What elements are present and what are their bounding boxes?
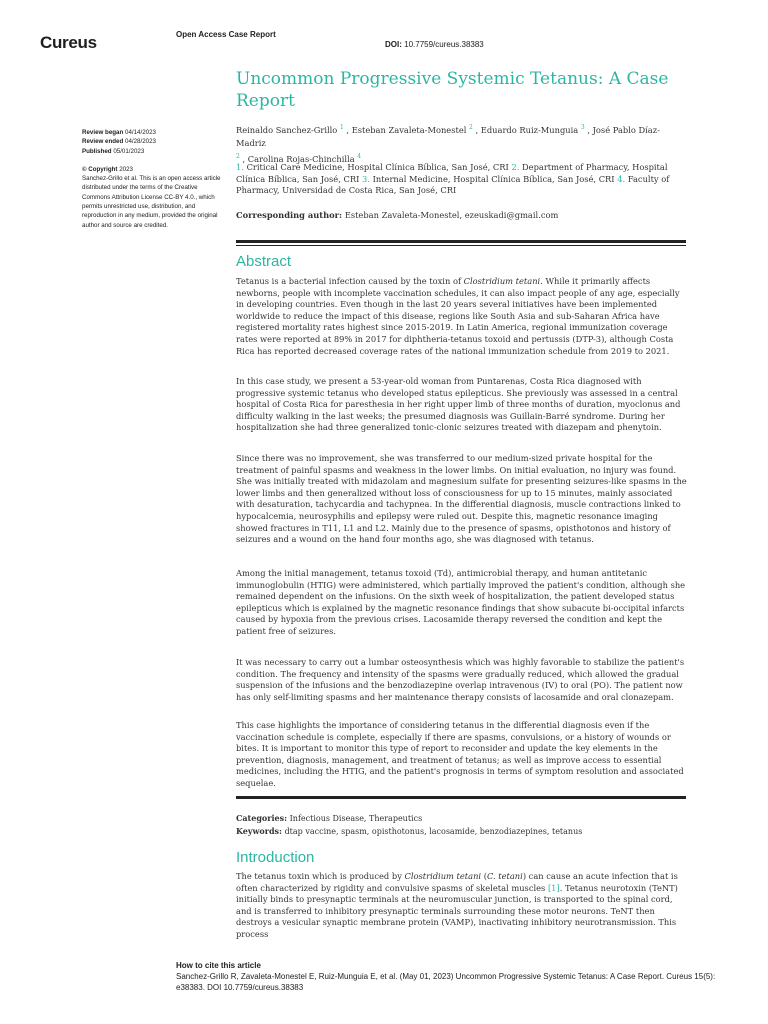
affiliations [236, 162, 688, 197]
journal-logo: Cureus [40, 33, 97, 52]
copyright-year: 2023 [119, 165, 133, 173]
author-affiliation-mark: 3 [580, 124, 585, 131]
keywords-value[interactable]: dtap vaccine, spasm, opisthotonus, lacosamide, benzodiazepines, tetanus [284, 827, 583, 836]
review-began-date: 04/14/2023 [125, 129, 156, 136]
categories-label: Categories: [236, 813, 288, 823]
copyright-label: © Copyright [82, 165, 118, 173]
author-name[interactable]: José Pablo Díaz-Madriz [236, 124, 660, 148]
corresponding-label: Corresponding author: [236, 210, 343, 220]
abstract-paragraph: Among the initial management, tetanus toxoid (Td), antimicrobial therapy, and human antitetanic immunoglobulin (HTIG) were administered, which partially improved the patient's condition, although she remained dependent on the infusions. On the sixth week of hospitalization, the patient developed status epilepticus which is explained by the magnetic resonance findings that show subacute bi-occipital infarcts caused by hypoxia from the previous crises. Lacosamide therapy reversed the condition and kept the patient free of seizures. [236, 568, 686, 636]
author-affiliation-mark: 4 [357, 152, 362, 160]
affiliation-number: 2. [511, 162, 520, 172]
doi-label: DOI: [385, 40, 402, 49]
affiliation-number: 1. [236, 162, 244, 172]
review-ended-date: 04/28/2023 [125, 138, 156, 146]
citation-text: Sanchez-Grillo R, Zavaleta-Monestel E, Ruiz-Munguia E, et al. (May 01, 2023) Uncommon Progressive Systemic Tetanus: A Case Report. Cureus 15(5): e38383. DOI 10.7759/cureus.38383 [176, 972, 716, 992]
abstract-paragraph: It was necessary to carry out a lumbar osteosynthesis which was highly favorable to stabilize the patient's condition. The frequency and intensity of the spasms were gradually reduced, which allowed the gradual suspension of the infusions and the benzodiazepine overlap intravenous (IV) to oral (PO). The patient now has only self-limiting spasms and her maintenance therapy consists of lacosamide and oral clonazepam. [236, 657, 685, 702]
publication-sidebar [82, 128, 222, 230]
author-name[interactable]: Reinaldo Sanchez-Grillo [236, 124, 338, 135]
published-label: Published [82, 147, 112, 155]
keywords-label: Keywords: [236, 826, 283, 836]
affiliation-number: 4. [617, 173, 626, 184]
affiliation-number: 3. [362, 173, 370, 184]
section-divider [236, 240, 686, 243]
article-type: Open Access Case Report [176, 30, 276, 39]
affiliation-text: Critical Care Medicine, Hospital Clínica Bíblica, San José, CRI [246, 162, 509, 172]
license-text: Sanchez-Grillo et al. This is an open access article distributed under the terms of the Creative Commons Attribution License CC-BY 4.0., which permits unrestricted use, distribution, and reproduction in any medium, provided the original author and source are credited. [82, 175, 221, 229]
abstract-paragraph: This case highlights the importance of considering tetanus in the differential diagnosis even if the vaccination schedule is complete, especially if there are spasms, convulsions, or a history of wounds or bites. It is important to monitor this type of report to reconsider and update the key elements in the prevention, diagnosis, management, and treatment of tetanus; as well as improve access to essential medicines, including the HTIG, and the patient's prognosis in terms of symptom resolution and associated sequelae. [236, 720, 684, 788]
review-ended-label: Review ended [82, 138, 124, 146]
article-title: Uncommon Progressive Systemic Tetanus: A Case Report [236, 69, 669, 111]
doi-value[interactable]: 10.7759/cureus.38383 [404, 40, 484, 49]
introduction-paragraph: The tetanus toxin which is produced by Clostridium tetani (C. tetani) can cause an acute infection that is often characterized by rigidity and convulsive spasms of skeletal muscles [1]. Tetanus neurotoxin (TeNT) initially binds to presynaptic terminals at the neuromuscular junction, is transported to the spinal cord, and is transferred to inhibitory presynaptic terminals surrounding these motor neurons. TeNT then destroys a vesicular synaptic membrane protein (VAMP), inactivating inhibitory neurotransmission. This process [236, 871, 678, 939]
introduction-heading: Introduction [236, 849, 315, 866]
section-divider [236, 796, 686, 799]
author-name[interactable]: Esteban Zavaleta-Monestel [351, 124, 467, 135]
author-affiliation-mark: 2 [469, 124, 473, 131]
author-affiliation-mark: 2 [236, 152, 240, 160]
author-list: Reinaldo Sanchez-Grillo $^1$ , Esteban Zavaleta-Monestel $^2$ , Eduardo Ruiz-Munguia $^3$ , José Pablo Díaz-Madriz $^2$ , Carolina Rojas-Chinchilla $^4$ [236, 124, 660, 164]
abstract-paragraph: In this case study, we present a 53-year-old woman from Puntarenas, Costa Rica diagnosed with progressive systemic tetanus who developed status epilepticus. She previously was assessed in a central hospital of Costa Rica for paresthesia in her right upper limb of three months of duration, myoclonus and difficulty walking in the last weeks; the presumed diagnosis was Guillain-Barré syndrome. During her hospitalization she had three generalized tonic-clonic seizures treated with diazepam and phenytoin. [236, 376, 681, 433]
author-affiliation-mark: 1 [339, 124, 344, 131]
corresponding-contact[interactable]: Esteban Zavaleta-Monestel, ezeuskadi@gmail.com [344, 210, 559, 220]
abstract-paragraph: Since there was no improvement, she was transferred to our medium-sized private hospital for the treatment of painful spasms and weakness in the lower limbs. On initial evaluation, no injury was found. She was initially treated with midazolam and magnesium sulfate for presenting seizures-like spasms in the lower limbs and then generalized without loss of consciousness for up to 15 minutes, mainly associated with desaturation, tachycardia and tachypnea. In the differential diagnosis, muscle contractions linked to hypocalcemia, neurosyphilis and epilepsy were ruled out. Despite this, magnetic resonance imaging showed fractures in T11, L1 and L2. Mainly due to the presence of spasms, opisthotonos and history of seizures and a wound on the hand four months ago, she was diagnosed with tetanus. [236, 453, 687, 545]
author-name[interactable]: Eduardo Ruiz-Munguia [480, 124, 579, 135]
categories-value[interactable]: Infectious Disease, Therapeutics [289, 814, 423, 823]
abstract-heading: Abstract [236, 253, 292, 270]
categories-keywords [236, 812, 688, 838]
reference-link[interactable]: [1] [547, 882, 560, 893]
citation-heading: How to cite this article [176, 961, 261, 970]
affiliation-text: Internal Medicine, Hospital Clínica Bíblica, San José, CRI [372, 173, 615, 184]
affiliation-text: Faculty of Pharmacy, Universidad de Costa Rica, San José, CRI [236, 173, 670, 196]
review-began-label: Review began [82, 129, 124, 136]
citation-footer [176, 960, 736, 993]
author-name[interactable]: Carolina Rojas-Chinchilla [247, 153, 355, 164]
affiliation-text: Department of Pharmacy, Hospital Clínica Bíblica, San José, CRI [236, 162, 668, 184]
corresponding-author [236, 210, 688, 220]
doi-line [385, 40, 484, 49]
abstract-paragraph: Tetanus is a bacterial infection caused by the toxin of Clostridium tetani. While it primarily affects newborns, people with incomplete vaccination schedules, it can also impact people of any age, especially in developing countries. Even though in the last 20 years several initiatives have been implemented worldwide to reduce the impact of this disease, regions like South Asia and sub-Saharan Africa have registered mortality rates highest since 2015-2019. In Latin America, regional immunization coverage rates were reported at 89% in 2017 for diphtheria-tetanus toxoid and pertussis (DTP-3), although Costa Rica has reported decreased coverage rates of the national immunization schedule from 2019 to 2021. [236, 276, 680, 356]
section-divider [236, 245, 686, 246]
published-date: 05/01/2023 [113, 147, 145, 155]
